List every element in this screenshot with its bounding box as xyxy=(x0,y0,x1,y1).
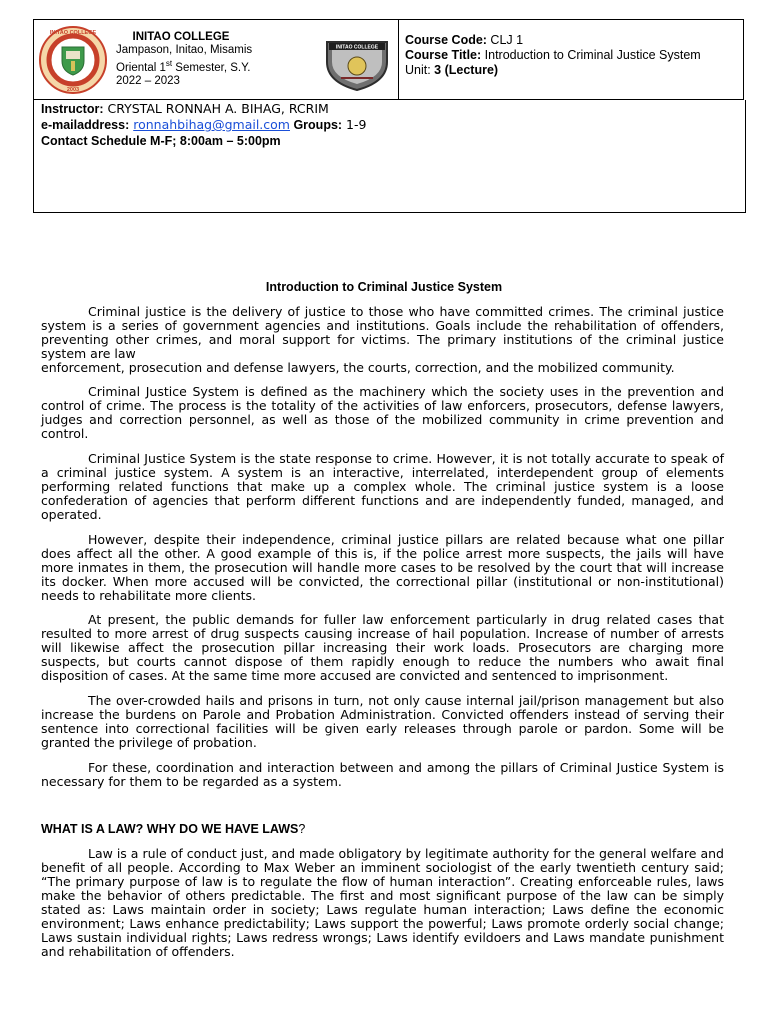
svg-text:2003: 2003 xyxy=(66,87,80,93)
email-link[interactable]: ronnahbihag@gmail.com xyxy=(133,117,290,132)
paragraph-8: Law is a rule of conduct just, and made obligatory by legitimate authority for the general welfare and benefit of all people. According to Max Weber an imminent sociologist of the early twentieth century said; “The primary purpose of law is to regulate the flow of human interaction”. Creating enforceable rules, laws make the behavior of others predictable. The first and most significant purpose of the law can be simply stated as: Laws maintain order in society; Laws regulate human interaction; Laws define the economic environment; Laws enhance predictability; Laws support the powerful; Laws promote orderly social change; Laws sustain individual rights; Laws redress wrongs; Laws identify evildoers and Laws mandate punishment and rehabilitation of offenders. xyxy=(41,846,724,959)
address-line-2 xyxy=(116,57,256,75)
paragraph-1-main: Criminal justice is the delivery of justice to those who have committed crimes. The criminal justice system is a series of government agencies and institutions. Goals include the rehabilitation of offenders, preventing other crimes, and moral support for victims. The primary institutions of the criminal justice system are law xyxy=(41,304,724,361)
semester-label: Semester, S.Y. xyxy=(172,61,251,74)
email-row xyxy=(41,117,741,133)
course-title-label: Course Title: xyxy=(405,48,482,62)
section-heading-question-mark: ? xyxy=(298,822,306,836)
college-seal-icon xyxy=(38,25,108,95)
unit-label: Unit: xyxy=(405,63,431,77)
course-info xyxy=(405,33,745,78)
svg-text:INITAO COLLEGE: INITAO COLLEGE xyxy=(49,30,97,36)
course-code-row xyxy=(405,33,745,48)
instructor-info xyxy=(41,101,741,149)
school-year: 2022 – 2023 xyxy=(116,74,180,87)
paragraph-3: Criminal Justice System is the state response to crime. However, it is not totally accurate to speak of a criminal justice system. A system is an interactive, interrelated, interdependent group of elements performing related functions that make up a complex whole. The criminal justice system is a loose confederation of agencies that perform different functions and are independently funded, managed, and operated. xyxy=(41,451,724,522)
document-title: Introduction to Criminal Justice System xyxy=(265,280,503,294)
section-heading-text: WHAT IS A LAW? WHY DO WE HAVE LAWS xyxy=(41,822,299,836)
paragraph-4: However, despite their independence, criminal justice pillars are related because what one pillar does affect all the other. A good example of this is, if the police arrest more suspects, the jails will have more inmates in them, the prosecution will handle more cases to be resolved by the court that will increase its docker. When more accused will be convicted, the correctional pillar (institutional or non-institutional) needs to rehabilitate more clients. xyxy=(41,532,724,603)
course-code-label: Course Code: xyxy=(405,33,487,47)
contact-schedule: Contact Schedule M-F; 8:00am – 5:00pm xyxy=(41,134,281,148)
paragraph-1-tail: enforcement, prosecution and defense lawyers, the courts, correction, and the mobilized community. xyxy=(41,360,675,375)
department-shield-icon xyxy=(323,38,391,92)
paragraph-7: For these, coordination and interaction between and among the pillars of Criminal Justice System is necessary for them to be regarded as a system. xyxy=(41,760,724,789)
paragraph-2: Criminal Justice System is defined as the machinery which the society uses in the prevention and control of crime. The process is the totality of the activities of law enforcers, prosecutors, defense lawyers, judges and correction personnel, as well as those of the mobilized community in crime prevention and control. xyxy=(41,384,724,441)
address-oriental: Oriental 1 xyxy=(116,61,166,74)
instructor-row xyxy=(41,101,741,117)
groups-value: 1-9 xyxy=(342,117,367,132)
address-line-1: Jampason, Initao, Misamis xyxy=(116,44,253,56)
paragraph-6: The over-crowded hails and prisons in turn, not only cause internal jail/prison management but also increase the burdens on Parole and Probation Administration. Convicted offenders instead of serving their sentence into correctional facilities will be given early releases through parole or pardon. Some will be granted the privilege of probation. xyxy=(41,693,724,750)
paragraph-5: At present, the public demands for fuller law enforcement particularly in drug related cases that resulted to more arrest of drug suspects causing increase of hail population. Increase of number of arrests will likewise affect the prosecution pillar increasing their work loads. Prosecutors are charging more suspects, but courts cannot dispose of them rapidly enough to reduce the numbers who await final disposition of cases. At the same time more accused are convicted and sentenced to imprisonment. xyxy=(41,612,724,683)
college-address xyxy=(106,44,256,88)
schedule-row xyxy=(41,133,741,149)
course-title: Introduction to Criminal Justice System xyxy=(481,48,701,62)
section-heading xyxy=(41,822,305,836)
paragraph-1 xyxy=(41,305,724,375)
course-code: CLJ 1 xyxy=(486,33,524,47)
groups-label: Groups: xyxy=(289,118,343,132)
header-divider xyxy=(398,20,399,99)
unit-row xyxy=(405,63,745,78)
college-info xyxy=(106,31,256,88)
header-table xyxy=(33,19,744,100)
instructor-name: CRYSTAL RONNAH A. BIHAG, RCRIM xyxy=(103,101,329,116)
college-name: INITAO COLLEGE xyxy=(132,31,230,43)
course-title-row xyxy=(405,48,745,63)
email-label: e-mailaddress: xyxy=(41,118,130,132)
svg-text:INITAO COLLEGE: INITAO COLLEGE xyxy=(335,44,379,51)
instructor-label: Instructor: xyxy=(41,102,104,116)
instructor-table xyxy=(33,100,746,213)
ordinal-suffix: st xyxy=(165,59,173,68)
unit-value: 3 (Lecture) xyxy=(430,63,499,77)
